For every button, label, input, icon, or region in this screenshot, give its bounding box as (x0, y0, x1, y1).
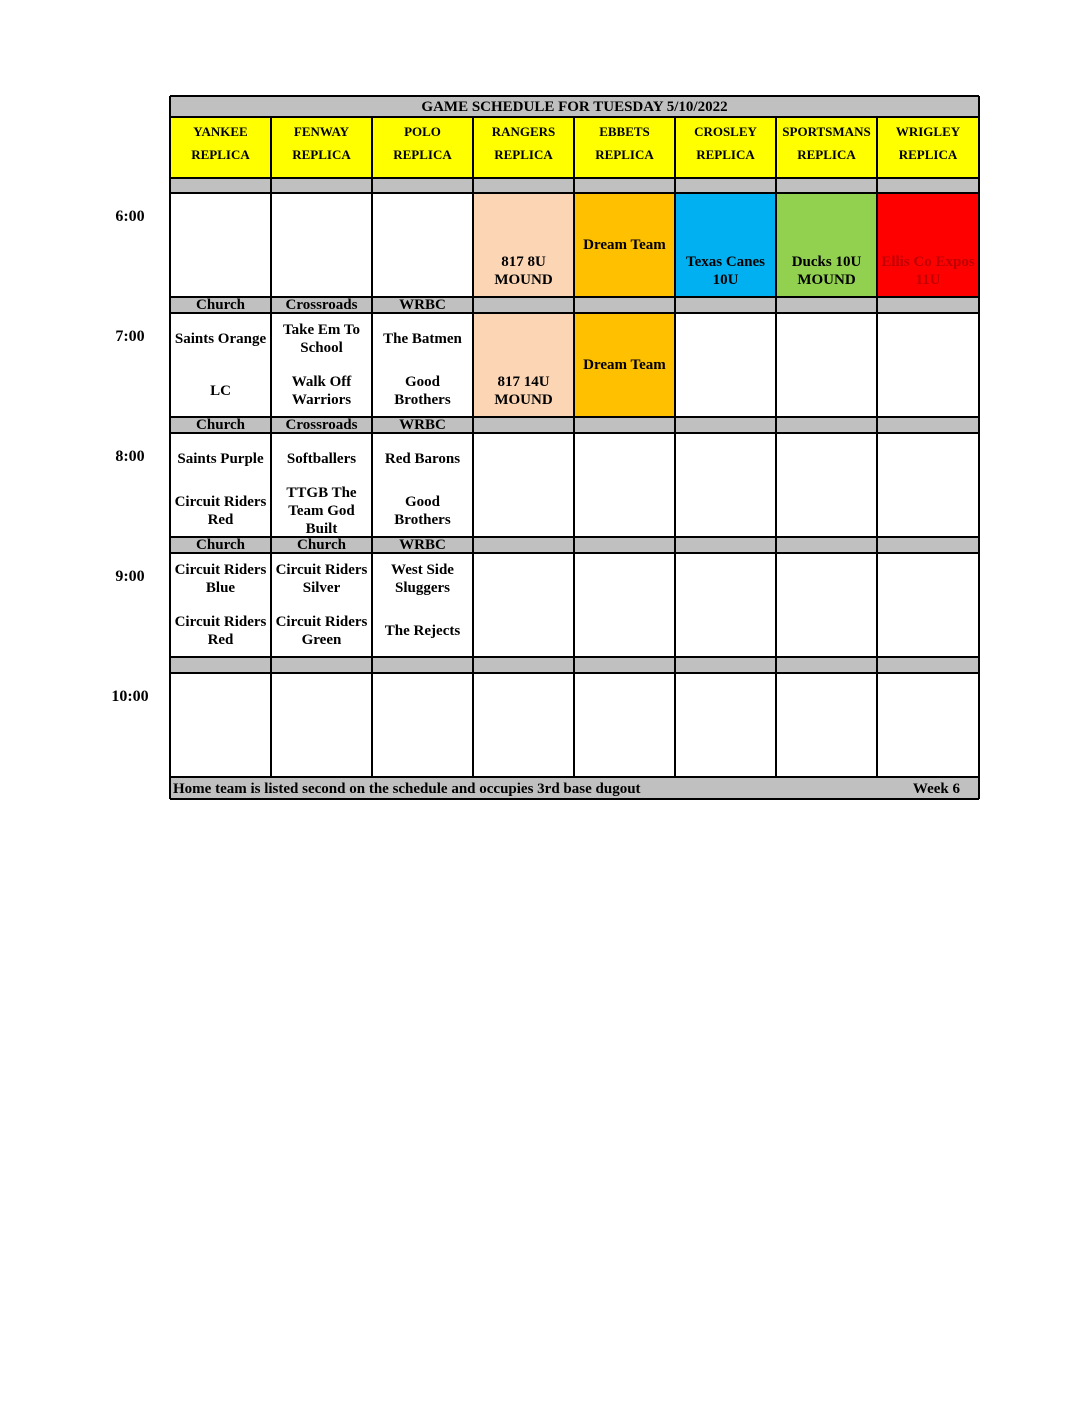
field-location: WRBC (399, 417, 446, 433)
field-location: Church (196, 537, 245, 553)
home-team: Good Brothers (394, 374, 451, 408)
away-team: Saints Orange (174, 331, 267, 347)
field-name: SPORTSMANS (782, 124, 871, 140)
field-location: Church (196, 297, 245, 313)
field-type: REPLICA (494, 147, 553, 163)
home-team: Texas Canes 10U (685, 254, 766, 288)
time-label: 9:00 (115, 568, 145, 585)
team-name: Dream Team (583, 237, 666, 253)
time-label: 10:00 (111, 688, 149, 705)
field-name: POLO (404, 124, 441, 140)
home-team: Good Brothers (394, 494, 451, 528)
field-name: YANKEE (193, 124, 248, 140)
field-type: REPLICA (595, 147, 654, 163)
home-team: LC (210, 383, 231, 399)
field-name: CROSLEY (694, 124, 757, 140)
away-team (675, 193, 776, 245)
away-team: Red Barons (384, 451, 461, 467)
field-type: REPLICA (292, 147, 351, 163)
away-team (473, 313, 574, 365)
field-type: REPLICA (191, 147, 250, 163)
schedule-title: GAME SCHEDULE FOR TUESDAY 5/10/2022 (421, 98, 728, 115)
field-location: WRBC (399, 537, 446, 553)
away-team (473, 193, 574, 245)
away-team: Take Em To School (283, 322, 360, 356)
field-location: Church (297, 537, 346, 553)
away-team: West Side Sluggers (391, 562, 454, 596)
week-label: Week 6 (912, 780, 960, 797)
field-type: REPLICA (898, 147, 958, 163)
time-label: 8:00 (115, 448, 145, 465)
home-team: 817 8U MOUND (494, 254, 553, 288)
field-location: Crossroads (285, 417, 358, 433)
home-team: Circuit Riders Red (174, 494, 267, 528)
time-label: 6:00 (115, 208, 145, 225)
field-name: FENWAY (293, 124, 350, 140)
home-team: Walk Off Warriors (291, 374, 352, 408)
schedule-table (170, 96, 979, 799)
home-team: Ellis Co Expos 11U (881, 254, 975, 288)
field-type: REPLICA (797, 147, 856, 163)
away-team (877, 193, 979, 245)
home-team: TTGB The Team God Built (286, 485, 357, 537)
home-team: The Rejects (384, 623, 461, 639)
away-team: Circuit Riders Blue (174, 562, 267, 596)
away-team: Softballers (286, 451, 357, 467)
field-name: EBBETS (599, 124, 650, 140)
field-type: REPLICA (696, 147, 755, 163)
field-name: WRIGLEY (895, 124, 961, 140)
field-location: WRBC (399, 297, 446, 313)
away-team: The Batmen (383, 331, 462, 347)
home-team: Circuit Riders Red (174, 614, 267, 648)
away-team (776, 193, 877, 245)
home-team: Ducks 10U MOUND (791, 254, 862, 288)
footer-note: Home team is listed second on the schedule and occupies 3rd base dugout (173, 780, 641, 797)
away-team: Saints Purple (177, 451, 264, 467)
home-team: Circuit Riders Green (275, 614, 368, 648)
away-team: Circuit Riders Silver (275, 562, 368, 596)
field-name: RANGERS (491, 124, 556, 140)
field-location: Crossroads (285, 297, 358, 313)
time-label: 7:00 (115, 328, 145, 345)
field-location: Church (196, 417, 245, 433)
home-team: 817 14U MOUND (494, 374, 553, 408)
team-name: Dream Team (583, 357, 666, 373)
field-type: REPLICA (393, 147, 452, 163)
